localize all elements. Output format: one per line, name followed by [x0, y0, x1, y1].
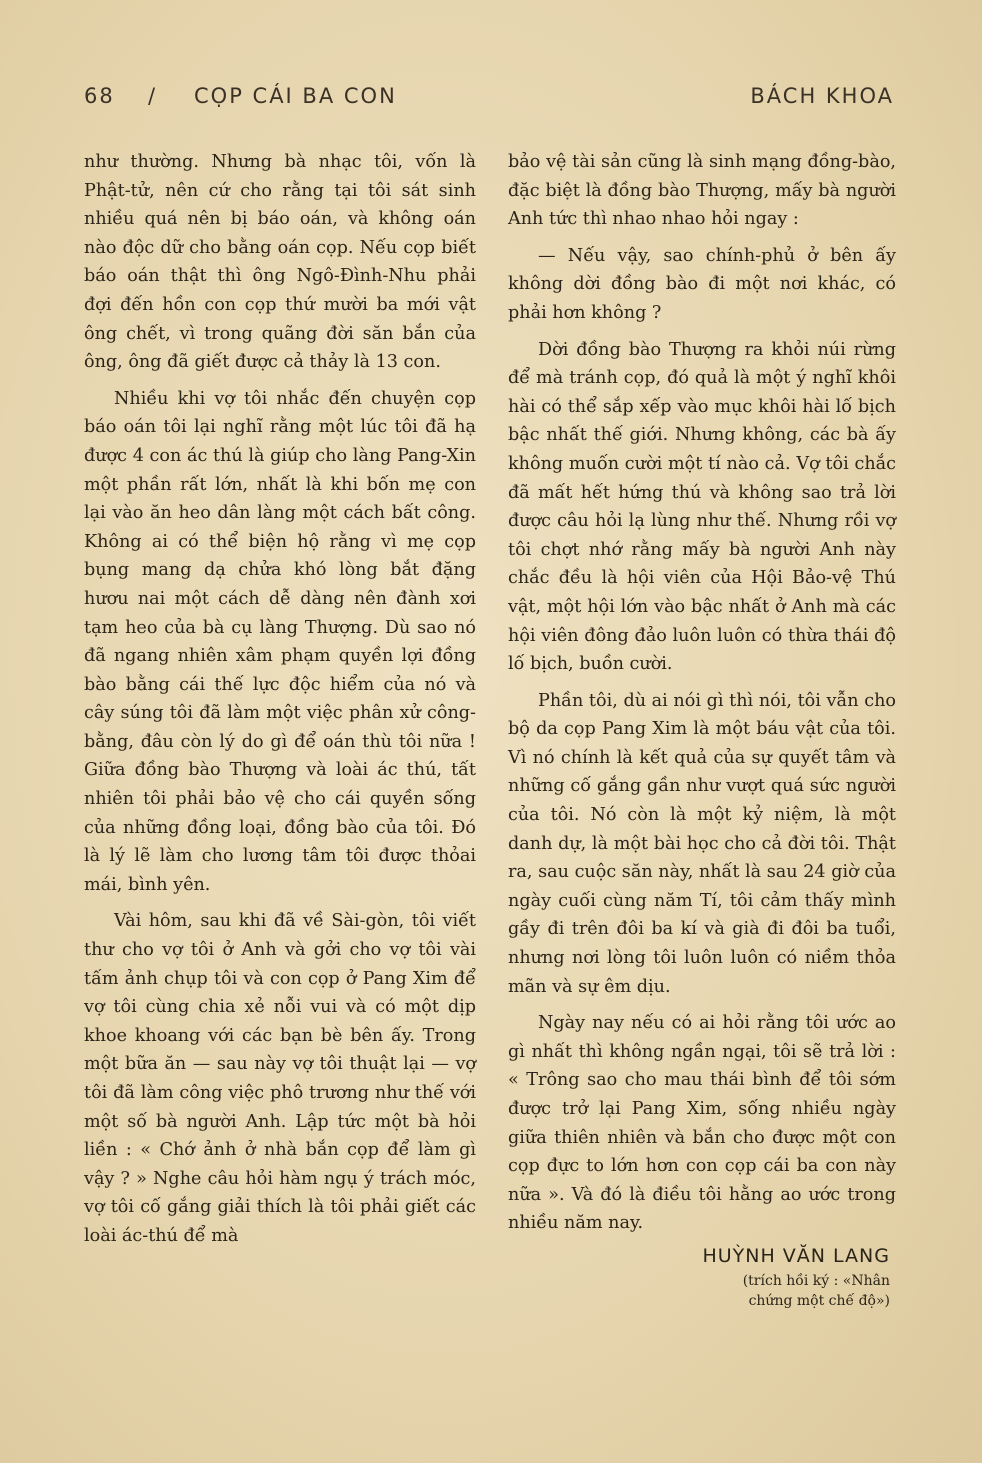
- page-number: 68: [84, 84, 115, 108]
- page-header: [84, 84, 894, 114]
- paragraph: như thường. Nhưng bà nhạc tôi, vốn là Phật-tử, nên cứ cho rằng tại tôi sát sinh nhiều quá nên bị báo oán, và không oán nào độc dữ cho bằng oán cọp. Nếu cọp biết báo oán thật thì ông Ngô-Đình-Nhu phải đợi đến hồn con cọp thứ mười ba mới vật ông chết, vì trong quãng đời săn bắn của ông, ông đã giết được cả thảy là 13 con.: [84, 152, 476, 373]
- header-separator: /: [148, 84, 158, 108]
- magazine-name: BÁCH KHOA: [750, 84, 894, 108]
- left-column: [84, 148, 476, 1259]
- paragraph: Dời đồng bào Thượng ra khỏi núi rừng để mà tránh cọp, đó quả là một ý nghĩ khôi hài có thể sắp xếp vào mục khôi hài lố bịch bậc nhất thế giới. Nhưng không, các bà ấy không muốn cười một tí nào cả. Vợ tôi chắc đã mất hết hứng thú và không sao trả lời được câu hỏi lạ lùng như thế. Nhưng rồi vợ tôi chợt nhớ rằng mấy bà người Anh này chắc đều là hội viên của Hội Bảo-vệ Thú vật, một hội lớn vào bậc nhất ở Anh mà các hội viên đông đảo luôn luôn có thừa thái độ lố bịch, buồn cười.: [508, 339, 896, 675]
- source-note: [508, 1271, 896, 1311]
- right-column: [508, 148, 896, 1311]
- article-title: CỌP CÁI BA CON: [194, 84, 397, 108]
- paragraph: bảo vệ tài sản cũng là sinh mạng đồng-bào, đặc biệt là đồng bào Thượng, mấy bà người Anh tức thì nhao nhao hỏi ngay :: [508, 152, 896, 230]
- author-signature: HUỲNH VĂN LANG: [702, 1244, 890, 1267]
- paragraph: Vài hôm, sau khi đã về Sài-gòn, tôi viết thư cho vợ tôi ở Anh và gởi cho vợ tôi vài tấm ảnh chụp tôi và con cọp ở Pang Xim để vợ tôi cùng chia xẻ nỗi vui và có một dịp khoe khoang với các bạn bè bên ấy. Trong một bữa ăn — sau này vợ tôi thuật lại — vợ tôi đã làm công việc phô trương như thế với một số bà người Anh. Lập tức một bà hỏi liền : « Chớ ảnh ở nhà bắn cọp để làm gì vậy ? » Nghe câu hỏi hàm ngụ ý trách móc, vợ tôi cố gắng giải thích là tôi phải giết các loài ác-thú để mà: [84, 911, 476, 1246]
- paragraph: Ngày nay nếu có ai hỏi rằng tôi ước ao gì nhất thì không ngần ngại, tôi sẽ trả lời : « Trông sao cho mau thái bình để tôi sớm được trở lại Pang Xim, sống nhiều ngày giữa thiên nhiên và bắn cho được một con cọp đực to lớn hơn con cọp cái ba con này nữa ». Và đó là điều tôi hằng ao ước trong nhiều năm nay.: [508, 1013, 896, 1234]
- paragraph: — Nếu vậy, sao chính-phủ ở bên ấy không dời đồng bào đi một nơi khác, có phải hơn không ?: [508, 245, 896, 323]
- paragraph: Phần tôi, dù ai nói gì thì nói, tôi vẫn cho bộ da cọp Pang Xim là một báu vật của tôi. Vì nó chính là kết quả của sự quyết tâm và những cố gắng gần như vượt quá sức người của tôi. Nó còn là một kỷ niệm, là một danh dự, là một bài học cho cả đời tôi. Thật ra, sau cuộc săn này, nhất là sau 24 giờ của ngày cuối cùng năm Tí, tôi cảm thấy mình gầy đi trên đôi ba kí và già đi đôi ba tuổi, nhưng nơi lòng tôi luôn luôn có niềm thỏa mãn và sự êm dịu.: [508, 690, 896, 997]
- source-note-line: chứng một chế độ»): [748, 1292, 890, 1309]
- source-note-line: (trích hồi ký : «Nhân: [742, 1272, 890, 1289]
- paragraph: Nhiều khi vợ tôi nhắc đến chuyện cọp báo oán tôi lại nghĩ rằng một lúc tôi đã hạ được 4 con ác thú là giúp cho làng Pang-Xin một phần rất lớn, nhất là khi bốn mẹ con lại vào ăn heo dân làng một cách bất công. Không ai có thể biện hộ rằng vì mẹ cọp bụng mang dạ chửa khó lòng bắt đặng hươu nai một cách dễ dàng nên đành xơi tạm heo của bà cụ làng Thượng. Dù sao nó đã ngang nhiên xâm phạm quyền lợi đồng bào bằng cái thế lực độc hiểm của nó và cây súng tôi đã làm một việc phân xử công-bằng, đâu còn lý do gì để oán thù tôi nữa ! Giữa đồng bào Thượng và loài ác thú, tất nhiên tôi phải bảo vệ cho cái quyền sống của những đồng loại, đồng bào của tôi. Đó là lý lẽ làm cho lương tâm tôi được thỏai mái, bình yên.: [84, 388, 476, 895]
